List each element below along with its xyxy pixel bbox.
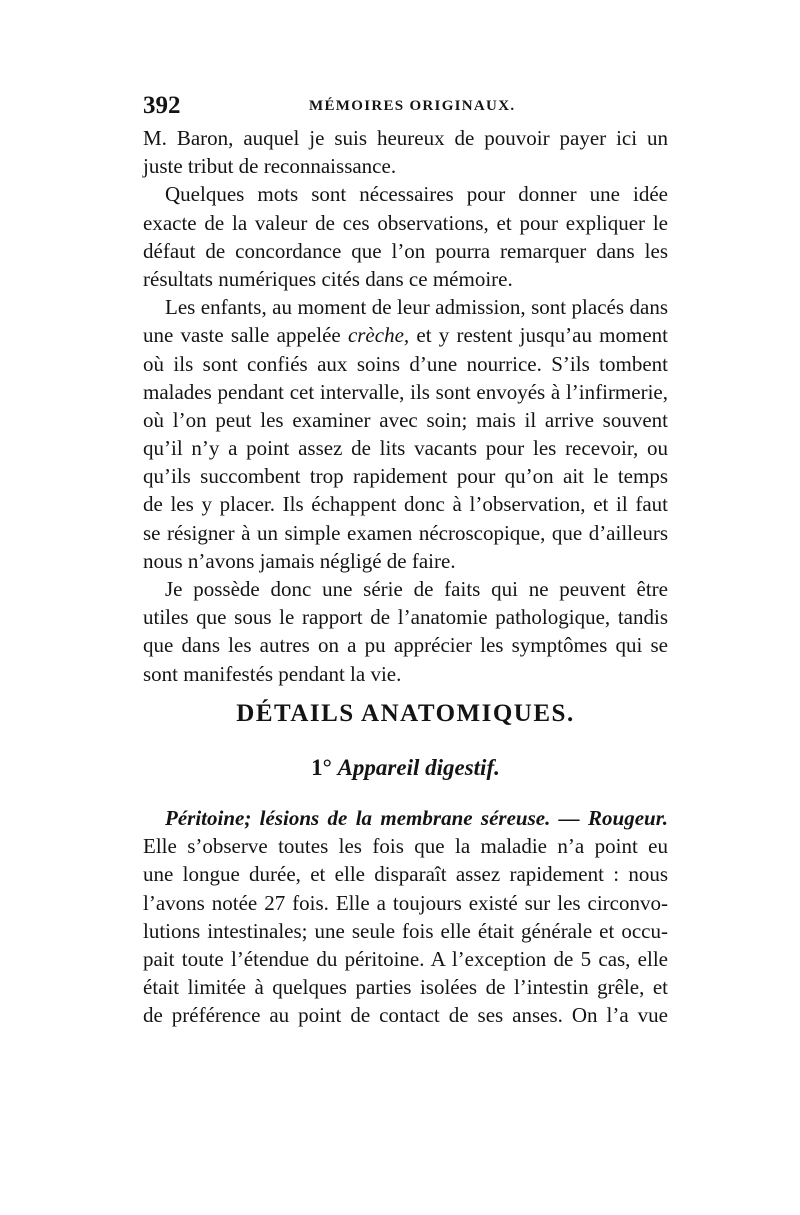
paragraph-heading: Péritoine; lésions de la membrane séreuse. — Rougeur.: [165, 806, 668, 830]
text-line: Les enfants, au moment de leur admission, sont placés dans: [165, 295, 668, 320]
subsection-title: [143, 755, 668, 781]
text-line: était limitée à quelques parties isolées de l’intestin grêle, et: [143, 975, 668, 1000]
text-line: sont manifestés pendant la vie.: [143, 661, 402, 686]
text-line: nous n’avons jamais négligé de faire.: [143, 548, 456, 573]
section-title: DÉTAILS ANATOMIQUES.: [236, 700, 575, 727]
text-line: où ils sont confiés aux soins d’une nourrice. S’ils tombent: [143, 351, 668, 376]
text-line: qu’il n’y a point assez de lits vacants pour les recevoir, ou: [143, 436, 668, 461]
text-line: exacte de la valeur de ces observations, et pour expliquer le: [143, 210, 668, 235]
text-line: [143, 321, 668, 349]
text-line: pait toute l’étendue du péritoine. A l’exception de 5 cas, elle: [143, 946, 668, 971]
text-line: défaut de concordance que l’on pourra remarquer dans les: [143, 238, 668, 263]
text-line: une longue durée, et elle disparaît assez rapidement : nous: [143, 862, 668, 887]
text-line: résultats numériques cités dans ce mémoire.: [143, 266, 513, 291]
text-line: de les y placer. Ils échappent donc à l’observation, et il faut: [143, 492, 668, 517]
text-body: [143, 124, 668, 688]
text-line: malades pendant cet intervalle, ils sont envoyés à l’infirmerie,: [143, 379, 668, 404]
subsection-number: 1°: [311, 755, 332, 780]
text-body-2: [143, 804, 668, 1030]
running-head: [143, 92, 668, 122]
paragraph-3: [143, 293, 668, 575]
text-line: se résigner à un simple examen nécroscopique, que d’ailleurs: [143, 520, 668, 545]
text-line: juste tribut de reconnaissance.: [143, 154, 397, 179]
text-segment: et y restent jusqu’au moment: [409, 323, 669, 348]
paragraph-1: [143, 124, 668, 180]
text-line: lutions intestinales; une seule fois elle était générale et occu-: [143, 918, 668, 943]
text-line: Quelques mots sont nécessaires pour donner une idée: [165, 182, 668, 207]
running-title: MÉMOIRES ORIGINAUX.: [309, 98, 516, 114]
paragraph-4: [143, 575, 668, 688]
italic-term: crèche,: [347, 323, 410, 348]
text-line: Je possède donc une série de faits qui ne peuvent être: [165, 577, 668, 601]
text-line: utiles que sous le rapport de l’anatomie pathologique, tandis: [143, 605, 668, 630]
page-number: 392: [143, 92, 181, 119]
text-line: M. Baron, auquel je suis heureux de pouvoir payer ici un: [143, 126, 668, 150]
text-segment: une vaste salle appelée: [143, 323, 348, 348]
text-line: où l’on peut les examiner avec soin; mais il arrive souvent: [143, 407, 668, 432]
paragraph-2: [143, 180, 668, 293]
text-line: [143, 804, 668, 832]
text-line: Elle s’observe toutes les fois que la maladie n’a point eu: [143, 834, 668, 859]
text-line: qu’ils succombent trop rapidement pour qu’on ait le temps: [143, 464, 668, 489]
text-line: l’avons notée 27 fois. Elle a toujours existé sur les circonvo-: [143, 890, 668, 915]
subsection-label: Appareil digestif.: [337, 755, 500, 780]
text-line: de préférence au point de contact de ses anses. On l’a vue: [143, 1003, 668, 1028]
text-line: que dans les autres on a pu apprécier les symptômes qui se: [143, 633, 668, 658]
